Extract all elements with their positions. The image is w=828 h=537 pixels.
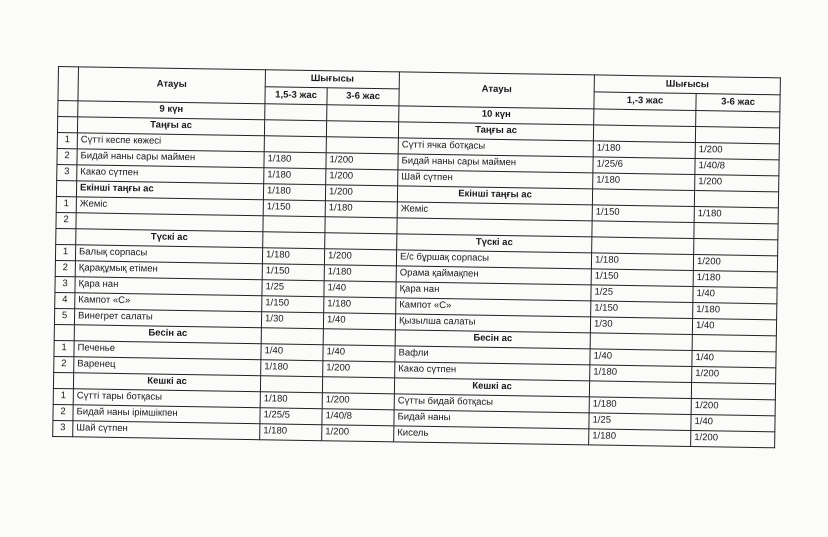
qty-right-young: 1/150 (592, 205, 694, 223)
qty-right-older: 1/180 (693, 303, 777, 320)
qty-cell (593, 125, 695, 143)
qty-left-young: 1/180 (260, 424, 322, 441)
qty-right-older: 1/40 (691, 414, 775, 431)
qty-cell (692, 334, 776, 351)
qty-right-young: 1/180 (593, 173, 695, 191)
section-title-right: Бесін ас (395, 330, 590, 349)
section-title-left: 9 күн (78, 101, 265, 120)
row-number (58, 101, 78, 117)
qty-right-older: 1/40 (692, 350, 776, 367)
qty-cell (264, 120, 326, 137)
menu-table (52, 66, 781, 448)
qty-left-older: 1/40 (324, 281, 396, 298)
dish-name-left: Печенье (74, 341, 261, 360)
qty-right-young: 1/150 (591, 301, 693, 319)
qty-left-older: 1/40/8 (322, 409, 394, 426)
qty-right-young: 1/180 (590, 365, 692, 383)
qty-left-young: 1/180 (264, 168, 326, 185)
row-number: 1 (56, 196, 76, 212)
row-number: 2 (55, 260, 75, 276)
row-number: 1 (53, 388, 73, 404)
qty-left-young: 1/180 (261, 360, 323, 377)
age-header-right-1: 1,-3 жас (594, 92, 696, 111)
qty-right-older: 1/180 (693, 271, 777, 288)
dish-name-left: Варенец (74, 357, 261, 376)
age-header-right-2: 3-6 жас (696, 94, 780, 112)
qty-left-older: 1/200 (326, 169, 398, 186)
dish-name-right: Бидай наны (394, 410, 589, 429)
dish-name-left: Екінші таңғы ас (76, 181, 263, 200)
qty-left-young (263, 216, 325, 233)
qty-left-older: 1/180 (324, 265, 396, 282)
qty-left-older: 1/200 (326, 153, 398, 170)
qty-cell (326, 121, 398, 138)
qty-cell (694, 239, 778, 256)
qty-cell (696, 111, 780, 128)
qty-cell (322, 377, 394, 394)
row-number: 3 (57, 164, 77, 180)
dish-name-right: Какао сүтпен (395, 362, 590, 381)
row-number: 2 (57, 148, 77, 164)
qty-right-young: 1/180 (591, 253, 693, 271)
qty-right-older: 1/200 (692, 366, 776, 383)
dish-name-left: Бидай наны ірімшікпен (73, 405, 260, 424)
section-title-left: Кешкі ас (73, 373, 260, 392)
qty-left-young: 1/25/5 (260, 408, 322, 425)
row-number (57, 117, 77, 133)
yield-header-right: Шығысы (594, 75, 780, 95)
row-number: 2 (53, 404, 73, 420)
dish-name-left: Жеміс (76, 197, 263, 216)
dish-name-right: Шай сүтпен (398, 170, 593, 189)
qty-left-older: 1/200 (323, 361, 395, 378)
dish-name-right: Сүтты бидай ботқасы (394, 394, 589, 413)
qty-left-older: 1/200 (322, 425, 394, 442)
qty-right-young: 1/25/6 (593, 157, 695, 175)
qty-left-older: 1/180 (324, 297, 396, 314)
qty-left-young: 1/180 (264, 152, 326, 169)
qty-left-young: 1/30 (261, 312, 323, 329)
qty-left-young: 1/150 (262, 296, 324, 313)
qty-right-older: 1/180 (694, 207, 778, 224)
dish-name-left: Винегрет салаты (74, 309, 261, 328)
dish-name-left: Кампот «С» (75, 293, 262, 312)
qty-right-young: 1/180 (589, 429, 691, 447)
dish-name-left: Какао сүтпен (77, 165, 264, 184)
dish-name-right: Бидай наны сары маймен (398, 154, 593, 173)
dish-name-right: Қызылша салаты (395, 314, 590, 333)
dish-name-left: Қара нан (75, 277, 262, 296)
qty-cell (263, 232, 325, 249)
menu-table-wrapper (52, 66, 780, 448)
qty-right-older: 1/200 (693, 255, 777, 272)
dish-name-left: Сүтті тары ботқасы (73, 389, 260, 408)
section-title-right: Екінші таңғы ас (397, 186, 592, 205)
qty-cell (325, 233, 397, 250)
qty-left-young: 1/180 (262, 248, 324, 265)
section-title-left: Таңғы ас (77, 117, 264, 136)
row-number: 5 (54, 308, 74, 324)
qty-left-older (325, 217, 397, 234)
name-header-right: Атауы (399, 72, 595, 109)
qty-cell (592, 221, 694, 239)
qty-cell (694, 223, 778, 240)
row-number (53, 372, 73, 388)
name-header-left: Атауы (78, 67, 266, 104)
dish-name-left: Шай сүтпен (73, 421, 260, 440)
dish-name-left: Бидай наны сары маймен (77, 149, 264, 168)
qty-left-young: 1/150 (263, 200, 325, 217)
qty-left-older: 1/180 (325, 201, 397, 218)
qty-right-older: 1/200 (695, 175, 779, 192)
dish-name-right: Е/с бұршақ сорпасы (396, 250, 591, 269)
row-number: 2 (54, 356, 74, 372)
dish-name-right: Қара нан (396, 282, 591, 301)
qty-right-older: 1/200 (695, 143, 779, 160)
dish-name-left: Сүтті кеспе көжесі (77, 133, 264, 152)
section-title-left: Түскі ас (76, 229, 263, 248)
qty-right-older: 1/200 (691, 430, 775, 447)
qty-right-older: 1/40 (692, 318, 776, 335)
qty-right-older: 1/40/8 (695, 159, 779, 176)
qty-right-young: 1/180 (593, 141, 695, 159)
row-number: 3 (53, 420, 73, 436)
section-title-left: Бесін ас (74, 325, 261, 344)
dish-name-right: Кисель (394, 426, 589, 445)
section-title-right: Кешкі ас (394, 378, 589, 397)
qty-left-older: 1/40 (323, 313, 395, 330)
qty-left-young: 1/40 (261, 344, 323, 361)
dish-name-left: Балық сорпасы (75, 245, 262, 264)
qty-right-older: 1/200 (691, 398, 775, 415)
qty-cell (260, 376, 322, 393)
qty-cell (589, 381, 691, 399)
qty-cell (592, 189, 694, 207)
qty-left-young: 1/150 (262, 264, 324, 281)
qty-left-young: 1/180 (260, 392, 322, 409)
qty-left-older: 1/200 (322, 393, 394, 410)
dish-name-right: Кампот «С» (396, 298, 591, 317)
qty-cell (265, 104, 327, 121)
section-title-right: 10 күн (399, 106, 594, 125)
qty-right-young: 1/40 (590, 349, 692, 367)
qty-left-young: 1/180 (263, 184, 325, 201)
qty-cell (261, 328, 323, 345)
qty-right-young: 1/25 (591, 285, 693, 303)
dish-name-right: Вафли (395, 346, 590, 365)
qty-left-young (264, 136, 326, 153)
qty-right-older: 1/40 (693, 287, 777, 304)
qty-left-older: 1/40 (323, 345, 395, 362)
qty-right-young: 1/150 (591, 269, 693, 287)
qty-left-older: 1/200 (324, 249, 396, 266)
row-number (56, 180, 76, 196)
qty-left-older (326, 137, 398, 154)
row-number: 1 (55, 244, 75, 260)
dish-name-right: Жеміс (397, 202, 592, 221)
row-number: 2 (56, 212, 76, 228)
qty-right-young: 1/30 (590, 317, 692, 335)
qty-cell (323, 329, 395, 346)
qty-right-young: 1/25 (589, 413, 691, 431)
age-header-left-1: 1,5-3 жас (265, 87, 327, 105)
row-number: 1 (54, 340, 74, 356)
dish-name-right: Сүтті ячка ботқасы (398, 138, 593, 157)
dish-name-left: Қарақұмық етімен (75, 261, 262, 280)
qty-cell (592, 237, 694, 255)
row-number: 4 (55, 292, 75, 308)
section-title-right: Түскі ас (397, 234, 592, 253)
qty-cell (694, 191, 778, 208)
yield-header-left: Шығысы (265, 70, 399, 89)
qty-cell (695, 127, 779, 144)
row-number (54, 324, 74, 340)
dish-name-right: Орама қаймақпен (396, 266, 591, 285)
section-title-right: Таңғы ас (398, 122, 593, 141)
row-number: 1 (57, 132, 77, 148)
row-number: 3 (55, 276, 75, 292)
qty-right-young: 1/180 (589, 397, 691, 415)
qty-cell (327, 105, 399, 122)
qty-cell (691, 382, 775, 399)
qty-left-older: 1/200 (325, 185, 397, 202)
qty-cell (590, 333, 692, 351)
qty-left-young: 1/25 (262, 280, 324, 297)
row-number (56, 228, 76, 244)
age-header-left-2: 3-6 жас (327, 88, 399, 106)
header-row-1 (58, 67, 780, 95)
qty-cell (594, 109, 696, 127)
